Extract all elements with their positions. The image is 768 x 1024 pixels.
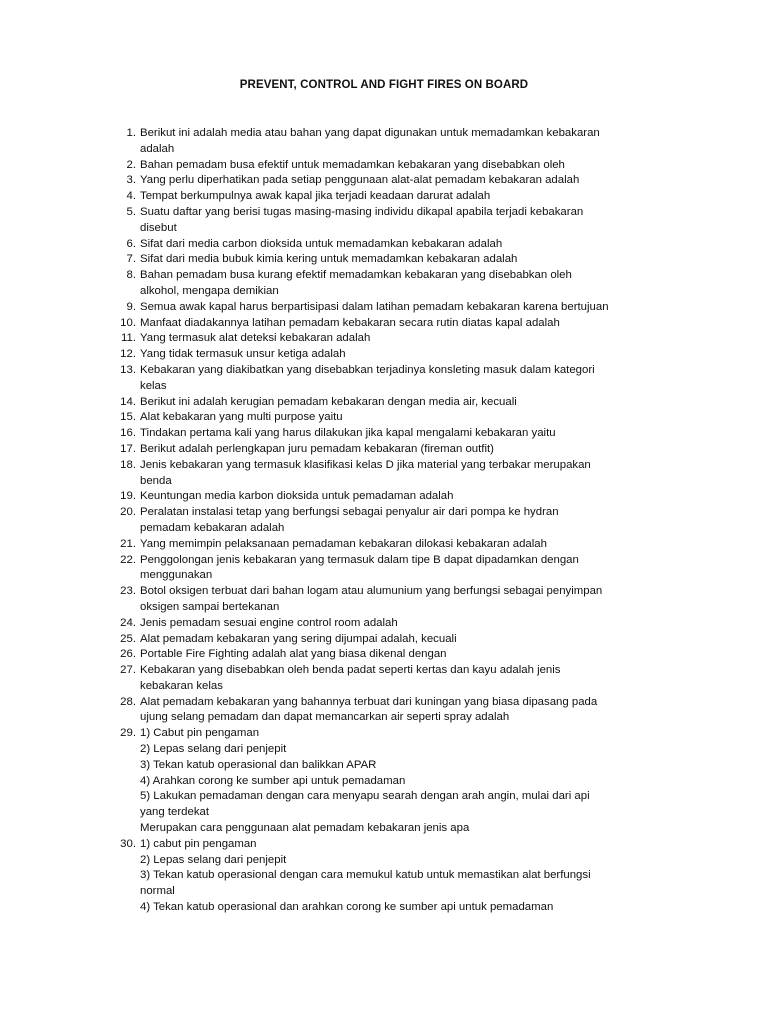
- question-text-line: benda: [140, 474, 172, 487]
- question-item: [112, 410, 672, 426]
- question-item: [112, 489, 672, 505]
- question-item: [112, 363, 672, 395]
- question-text-line: Jenis kebakaran yang termasuk klasifikasi kelas D jika material yang terbakar merupakan: [140, 458, 591, 471]
- question-text-line: Sifat dari media carbon dioksida untuk memadamkan kebakaran adalah: [140, 237, 503, 250]
- question-number: 20.: [120, 506, 136, 519]
- question-text-line: Berikut ini adalah media atau bahan yang dapat digunakan untuk memadamkan kebakaran: [140, 127, 600, 139]
- question-number: 26.: [120, 648, 136, 661]
- question-text-line: 1) cabut pin pengaman: [140, 837, 257, 850]
- question-text-line: Merupakan cara penggunaan alat pemadam kebakaran jenis apa: [140, 822, 470, 835]
- question-number: 16.: [120, 427, 136, 440]
- question-text-line: Yang memimpin pelaksanaan pemadaman kebakaran dilokasi kebakaran adalah: [140, 537, 547, 550]
- question-number: 28.: [120, 695, 136, 708]
- question-text-line: pemadam kebakaran adalah: [140, 521, 285, 534]
- question-text-line: Jenis pemadam sesuai engine control room adalah: [140, 616, 398, 629]
- question-item: [112, 553, 672, 585]
- question-text-line: 4) Arahkan corong ke sumber api untuk pemadaman: [140, 774, 406, 787]
- question-number: 24.: [120, 616, 136, 629]
- question-text-line: 4) Tekan katub operasional dan arahkan corong ke sumber api untuk pemadaman: [140, 901, 554, 914]
- question-text-line: Bahan pemadam busa kurang efektif memadamkan kebakaran yang disebabkan oleh: [140, 269, 572, 282]
- question-text-line: 3) Tekan katub operasional dan balikkan APAR: [140, 758, 377, 771]
- question-number: 12.: [120, 348, 136, 361]
- question-number: 7.: [126, 253, 136, 266]
- question-text-line: Tindakan pertama kali yang harus dilakukan jika kapal mengalami kebakaran yaitu: [140, 427, 556, 440]
- question-text-line: adalah: [140, 142, 175, 155]
- question-text-line: Kebakaran yang disebabkan oleh benda padat seperti kertas dan kayu adalah jenis: [140, 664, 561, 677]
- question-text-line: kebakaran kelas: [140, 679, 223, 692]
- question-number: 5.: [126, 205, 136, 218]
- question-text-line: menggunakan: [140, 569, 213, 582]
- question-number: 4.: [126, 190, 136, 203]
- question-text-line: Bahan pemadam busa efektif untuk memadamkan kebakaran yang disebabkan oleh: [140, 158, 565, 171]
- question-text-line: Portable Fire Fighting adalah alat yang biasa dikenal dengan: [140, 648, 447, 661]
- question-number: 17.: [120, 442, 136, 455]
- document-title: PREVENT, CONTROL AND FIGHT FIRES ON BOARD: [239, 79, 529, 91]
- question-text-line: Alat kebakaran yang multi purpose yaitu: [140, 411, 343, 424]
- question-item: [112, 252, 672, 268]
- question-text-line: Sifat dari media bubuk kimia kering untuk memadamkan kebakaran adalah: [140, 253, 518, 266]
- question-list: [112, 126, 672, 916]
- question-text-line: Alat pemadam kebakaran yang sering dijumpai adalah, kecuali: [140, 632, 457, 645]
- question-number: 19.: [120, 490, 136, 503]
- question-number: 15.: [120, 411, 136, 424]
- question-text-line: Botol oksigen terbuat dari bahan logam atau alumunium yang berfungsi sebagai penyimpan: [140, 585, 603, 598]
- question-text-line: Tempat berkumpulnya awak kapal jika terjadi keadaan darurat adalah: [140, 190, 491, 203]
- question-text-line: Yang termasuk alat deteksi kebakaran adalah: [140, 332, 371, 345]
- question-item: [112, 505, 672, 537]
- question-item: [112, 237, 672, 253]
- question-text-line: Berikut ini adalah kerugian pemadam kebakaran dengan media air, kecuali: [140, 395, 517, 408]
- question-number: 1.: [126, 127, 136, 139]
- question-number: 29.: [120, 727, 136, 740]
- question-number: 18.: [120, 458, 136, 471]
- question-number: 13.: [120, 363, 136, 376]
- question-item: [112, 442, 672, 458]
- question-text-line: Peralatan instalasi tetap yang berfungsi sebagai penyalur air dari pompa ke hydran: [140, 506, 559, 519]
- question-number: 8.: [126, 269, 136, 282]
- question-item: [112, 426, 672, 442]
- question-text-line: 1) Cabut pin pengaman: [140, 727, 260, 740]
- question-text-line: 2) Lepas selang dari penjepit: [140, 743, 287, 756]
- question-item: [112, 173, 672, 189]
- question-text-line: disebut: [140, 221, 177, 234]
- question-number: 21.: [120, 537, 136, 550]
- question-item: [112, 126, 672, 158]
- question-text-line: 5) Lakukan pemadaman dengan cara menyapu searah dengan arah angin, mulai dari api: [140, 790, 590, 803]
- question-text-line: yang terdekat: [140, 806, 210, 819]
- question-item: [112, 632, 672, 648]
- question-item: [112, 331, 672, 347]
- question-number: 11.: [121, 332, 136, 345]
- question-number: 2.: [126, 158, 136, 171]
- question-number: 9.: [126, 300, 136, 313]
- question-text-line: Berikut adalah perlengkapan juru pemadam kebakaran (fireman outfit): [140, 442, 494, 455]
- question-number: 30.: [120, 837, 136, 850]
- question-number: 25.: [120, 632, 136, 645]
- question-text-line: Kebakaran yang diakibatkan yang disebabkan terjadinya konsleting masuk dalam kategori: [140, 363, 595, 376]
- question-item: [112, 537, 672, 553]
- question-number: 3.: [126, 174, 136, 187]
- question-item: [112, 695, 672, 727]
- question-text-line: 2) Lepas selang dari penjepit: [140, 853, 287, 866]
- question-item: [112, 837, 672, 916]
- question-text-line: 3) Tekan katub operasional dengan cara memukul katub untuk memastikan alat berfungsi: [140, 869, 591, 882]
- question-text-line: alkohol, mengapa demikian: [140, 284, 279, 297]
- question-number: 22.: [120, 553, 136, 566]
- question-text-line: ujung selang pemadam dan dapat memancarkan air seperti spray adalah: [140, 711, 510, 724]
- question-item: [112, 158, 672, 174]
- question-text-line: Alat pemadam kebakaran yang bahannya terbuat dari kuningan yang biasa dipasang pada: [140, 695, 598, 708]
- question-text-line: normal: [140, 885, 175, 898]
- question-number: 27.: [120, 664, 136, 677]
- question-item: [112, 189, 672, 205]
- question-item: [112, 268, 672, 300]
- question-item: [112, 647, 672, 663]
- question-item: [112, 316, 672, 332]
- question-text-line: Penggolongan jenis kebakaran yang termasuk dalam tipe B dapat dipadamkan dengan: [140, 553, 579, 566]
- question-item: [112, 663, 672, 695]
- question-item: [112, 395, 672, 411]
- question-number: 6.: [126, 237, 136, 250]
- question-text-line: Keuntungan media karbon dioksida untuk pemadaman adalah: [140, 490, 454, 503]
- question-item: [112, 616, 672, 632]
- question-item: [112, 584, 672, 616]
- question-text-line: Suatu daftar yang berisi tugas masing-masing individu dikapal apabila terjadi kebakaran: [140, 205, 584, 218]
- question-text-line: kelas: [140, 379, 167, 392]
- question-number: 14.: [120, 395, 136, 408]
- question-item: [112, 347, 672, 363]
- question-number: 10.: [120, 316, 136, 329]
- question-item: [112, 458, 672, 490]
- question-text-line: Yang perlu diperhatikan pada setiap penggunaan alat-alat pemadam kebakaran adalah: [140, 174, 580, 187]
- question-item: [112, 726, 672, 837]
- question-text-line: Yang tidak termasuk unsur ketiga adalah: [140, 348, 346, 361]
- question-text-line: Semua awak kapal harus berpartisipasi dalam latihan pemadam kebakaran karena bertujuan: [140, 300, 609, 313]
- question-number: 23.: [120, 585, 136, 598]
- question-item: [112, 205, 672, 237]
- question-text-line: Manfaat diadakannya latihan pemadam kebakaran secara rutin diatas kapal adalah: [140, 316, 560, 329]
- question-item: [112, 300, 672, 316]
- question-text-line: oksigen sampai bertekanan: [140, 600, 280, 613]
